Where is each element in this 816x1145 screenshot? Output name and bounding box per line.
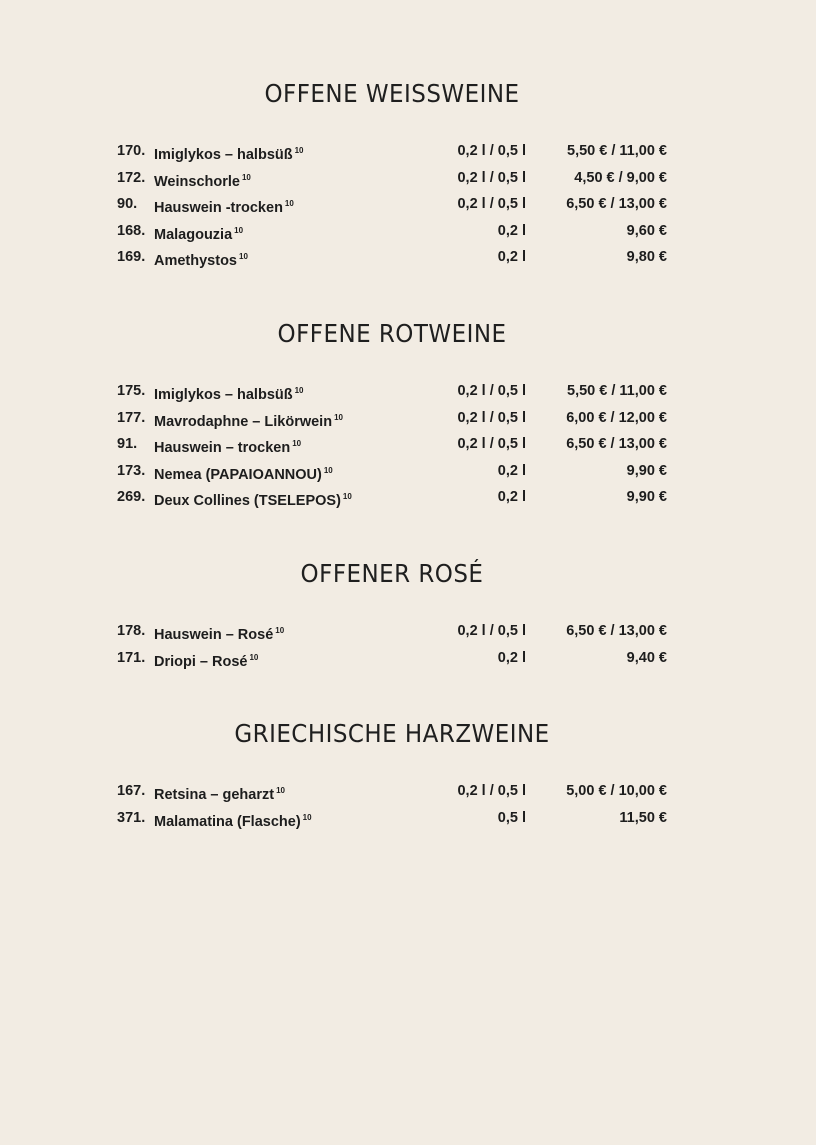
allergen-note: 10: [323, 465, 333, 475]
list-item: [117, 194, 667, 221]
item-list: [117, 781, 667, 834]
allergen-note: 10: [292, 439, 302, 449]
item-volume: 0,2 l / 0,5 l: [457, 143, 526, 159]
allergen-note: 10: [275, 626, 285, 635]
item-number: 170.: [117, 143, 146, 159]
item-name: Driopi – Rosé $^{10}$: [154, 652, 259, 670]
allergen-note: 10: [294, 146, 304, 155]
item-number: 167.: [117, 783, 146, 799]
section-title: OFFENE WEISSWEINE: [264, 79, 520, 108]
allergen-note: 10: [234, 225, 244, 235]
allergen-note: 10: [334, 412, 343, 422]
allergen-note: 10: [241, 172, 251, 182]
list-item: [117, 141, 667, 168]
item-number: 91.: [117, 436, 138, 453]
list-item: [117, 781, 667, 808]
item-number: 171.: [117, 649, 146, 666]
item-name: Nemea (PAPAIOANNOU) $^{10}$: [154, 465, 333, 483]
allergen-note: 10: [342, 492, 352, 502]
item-list: [117, 141, 667, 274]
allergen-note: 10: [239, 252, 248, 262]
item-number: 169.: [117, 249, 146, 266]
item-number: 175.: [117, 383, 146, 399]
allergen-note: 10: [284, 199, 294, 209]
item-volume: 0,2 l: [497, 222, 526, 239]
item-number: 90.: [117, 196, 138, 213]
item-name: Retsina – geharzt $^{10}$: [154, 786, 285, 803]
item-name: Mavrodaphne – Likörwein $^{10}$: [154, 412, 343, 430]
list-item: [117, 808, 667, 835]
item-number: 269.: [117, 489, 146, 506]
item-price: 5,50 € / 11,00 €: [567, 383, 667, 399]
item-volume: 0,2 l / 0,5 l: [457, 409, 526, 426]
item-name: Amethystos $^{10}$: [154, 252, 248, 270]
item-price: 5,50 € / 11,00 €: [567, 143, 667, 159]
item-price: 9,40 €: [626, 649, 667, 666]
allergen-note: 10: [249, 652, 259, 662]
item-name: Malagouzia $^{10}$: [154, 225, 244, 243]
item-number: 177.: [117, 409, 146, 426]
section-title: OFFENER ROSÉ: [300, 559, 484, 588]
item-price: 6,00 € / 12,00 €: [566, 409, 667, 426]
item-price: 11,50 €: [619, 809, 667, 826]
item-number: 371.: [117, 809, 146, 826]
section-title: GRIECHISCHE HARZWEINE: [234, 719, 550, 748]
item-name: Hauswein -trocken $^{10}$: [154, 199, 294, 217]
item-price: 9,60 €: [626, 222, 667, 239]
item-name: Weinschorle $^{10}$: [154, 172, 251, 190]
item-number: 178.: [117, 623, 146, 639]
list-item: [117, 648, 667, 675]
list-item: [117, 221, 667, 248]
list-item: [117, 408, 667, 435]
item-volume: 0,2 l: [497, 649, 526, 666]
allergen-note: 10: [294, 386, 304, 395]
item-volume: 0,2 l / 0,5 l: [457, 196, 526, 213]
item-volume: 0,2 l: [497, 249, 526, 266]
item-price: 9,90 €: [626, 489, 667, 506]
list-item: [117, 487, 667, 514]
item-volume: 0,2 l / 0,5 l: [457, 783, 526, 799]
item-volume: 0,2 l: [497, 489, 526, 506]
list-item: [117, 621, 667, 648]
item-volume: 0,2 l / 0,5 l: [457, 169, 526, 186]
list-item: [117, 381, 667, 408]
list-item: [117, 461, 667, 488]
item-list: [117, 621, 667, 674]
item-name: Deux Collines (TSELEPOS) $^{10}$: [154, 492, 352, 510]
list-item: [117, 434, 667, 461]
item-price: 4,50 € / 9,00 €: [574, 169, 667, 186]
item-number: 173.: [117, 462, 146, 479]
item-price: 9,80 €: [626, 249, 667, 266]
item-list: [117, 381, 667, 514]
allergen-note: 10: [276, 786, 285, 795]
item-name: Hauswein – Rosé $^{10}$: [154, 626, 285, 643]
item-number: 172.: [117, 169, 146, 186]
item-volume: 0,2 l: [497, 462, 526, 479]
item-name: Hauswein – trocken $^{10}$: [154, 439, 302, 457]
item-volume: 0,2 l / 0,5 l: [457, 383, 526, 399]
item-name: Imiglykos – halbsüß $^{10}$: [154, 146, 304, 163]
item-price: 5,00 € / 10,00 €: [566, 783, 667, 799]
item-volume: 0,2 l / 0,5 l: [457, 623, 526, 639]
list-item: [117, 168, 667, 195]
item-price: 6,50 € / 13,00 €: [566, 623, 667, 639]
item-volume: 0,5 l: [497, 809, 526, 826]
item-number: 168.: [117, 222, 146, 239]
item-name: Imiglykos – halbsüß $^{10}$: [154, 386, 304, 403]
item-price: 6,50 € / 13,00 €: [566, 196, 667, 213]
allergen-note: 10: [302, 812, 312, 822]
item-volume: 0,2 l / 0,5 l: [457, 436, 526, 453]
item-name: Malamatina (Flasche) $^{10}$: [154, 812, 312, 830]
item-price: 6,50 € / 13,00 €: [566, 436, 667, 453]
list-item: [117, 247, 667, 274]
item-price: 9,90 €: [626, 462, 667, 479]
section-title: OFFENE ROTWEINE: [277, 319, 507, 348]
